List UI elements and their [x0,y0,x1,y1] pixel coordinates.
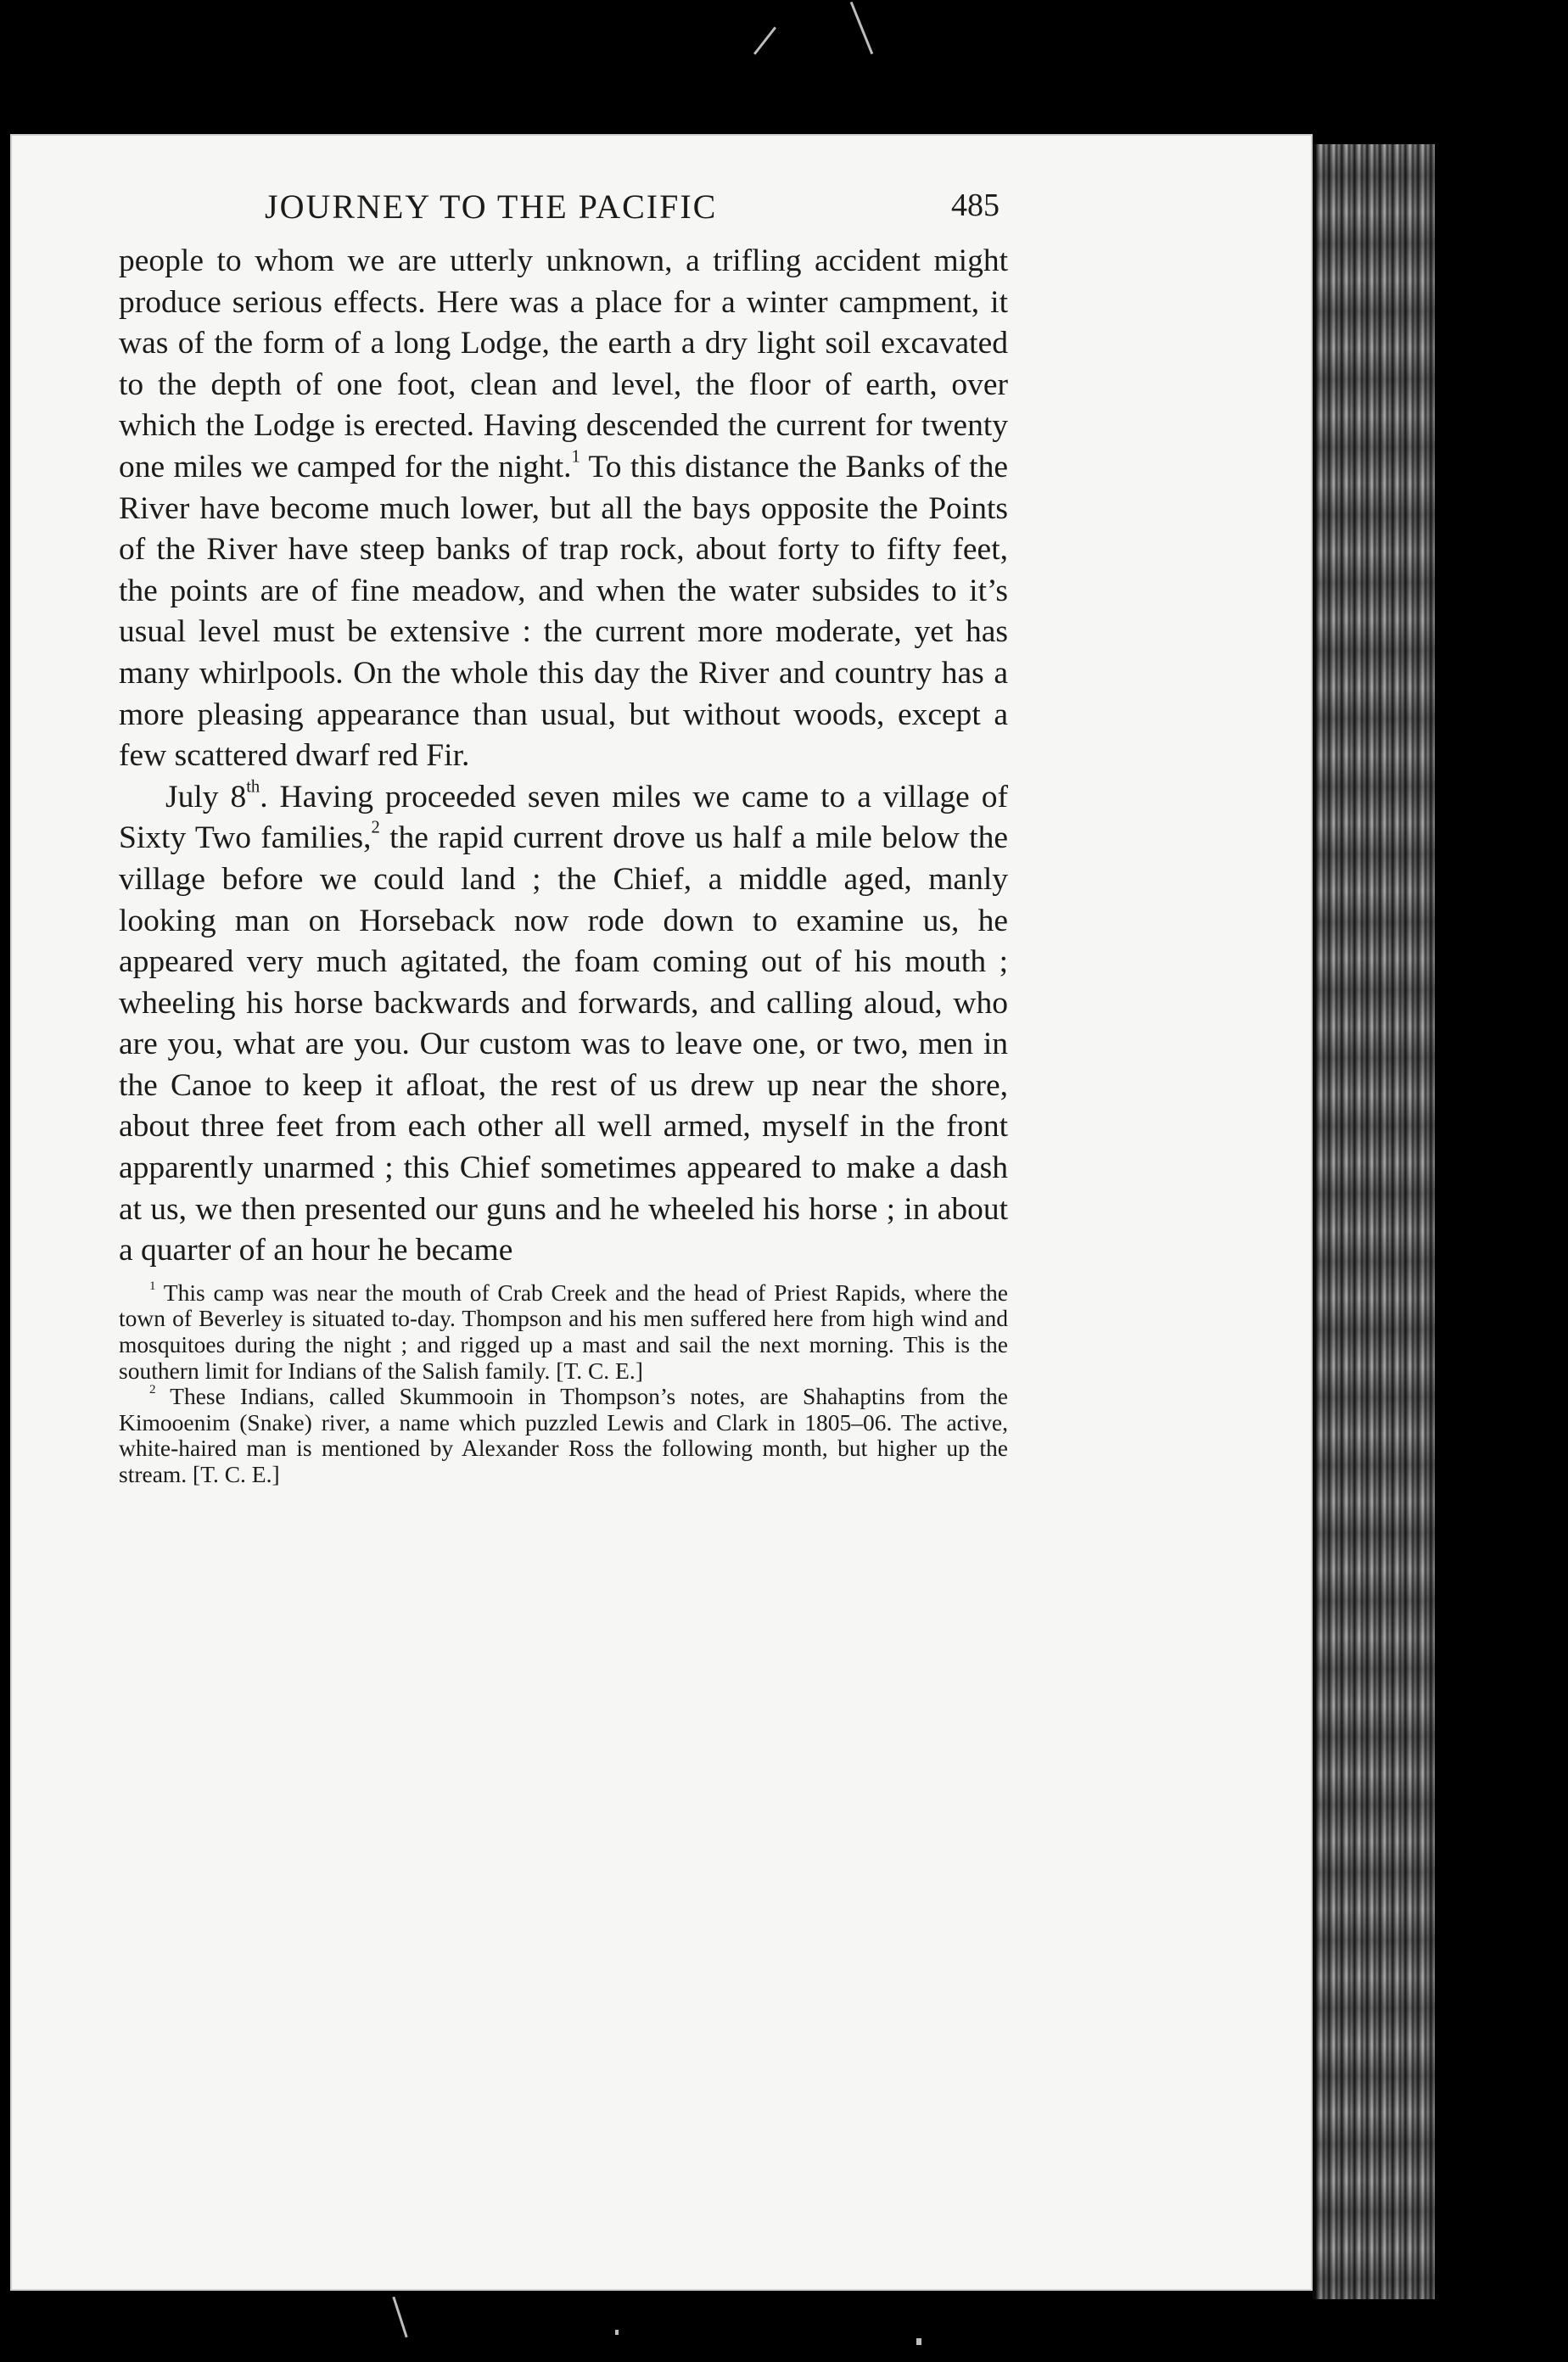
paragraph-1 [119,241,1008,777]
page-number: 485 [951,188,1000,223]
scan-mark-bottom-2 [615,2330,619,2335]
footnote-marker: 1 [149,1279,156,1293]
footnote-marker: 2 [149,1383,156,1397]
paragraph-text: people to whom we are utterly unknown, a trifling accident might produce serious effects. Here was a place for a winter campment, it was of the form of a long Lodge, the earth a dry light soil excavated to the depth of one foot, clean and level, the floor of earth, over which the Lodge is erected. Having descended the current for twenty one miles we camped for the night. [119,243,1008,484]
footnote-1 [119,1280,1008,1384]
footnote-ref-2: 2 [371,818,380,837]
page-header [119,187,1008,241]
footnote-text: This camp was near the mouth of Crab Creek and the head of Priest Rapids, where the town of Beverley is situated to-day. Thompson and his men suffered here from high wind and mosquitoes during the night ; and rigged up a mast and sail the next morning. This is the southern limit for Indians of the Salish family. [T. C. E.] [119,1279,1008,1384]
date-superscript: th [246,777,260,797]
scan-mark-top-2 [850,2,874,54]
paragraph-2 [119,777,1008,1272]
footnotes [119,1280,1008,1488]
page-text-block [119,187,1008,1488]
footnote-text: These Indians, called Skummooin in Thompson’s notes, are Shahaptins from the Kimooenim (Snake) river, a name which puzzled Lewis and Clark in 1805–06. The active, white-haired man is mentioned by Alexander Ross the following month, but higher up the stream. [T. C. E.] [119,1383,1008,1487]
body-text [119,241,1008,1272]
running-head: JOURNEY TO THE PACIFIC [265,188,718,226]
paragraph-text: To this distance the Banks of the River have become much lower, but all the bays opposite the Points of the River have steep banks of trap rock, about forty to fifty feet, the points are of fine meadow, and when the water subsides to it’s usual level must be extensive : the current more moderate, yet has many whirlpools. On the whole this day the River and country has a more pleasing appearance than usual, but without woods, except a few scattered dwarf red Fir. [119,449,1008,774]
scan-mark-top [753,26,776,54]
book-page-edges [1313,144,1435,2299]
paragraph-text: the rapid current drove us half a mile below the village before we could land ; the Chief, a middle aged, manly looking man on Horseback now rode down to examine us, he appeared very much agitated, the foam coming out of his mouth ; wheeling his horse backwards and forwards, and calling aloud, who are you, what are you. Our custom was to leave one, or two, men in the Canoe to keep it afloat, the rest of us drew up near the shore, about three feet from each other all well armed, myself in the front apparently unarmed ; this Chief sometimes appeared to make a dash at us, we then presented our guns and he wheeled his horse ; in about a quarter of an hour he became [119,820,1008,1268]
footnote-2 [119,1384,1008,1487]
scan-mark-bottom [392,2297,407,2337]
paragraph-text: July 8 [165,779,247,814]
paragraph-text: . Having proceeded seven miles we came to a village of Sixty Two families, [119,779,1008,856]
scan-mark-bottom-3 [916,2338,921,2345]
footnote-ref-1: 1 [571,447,580,467]
